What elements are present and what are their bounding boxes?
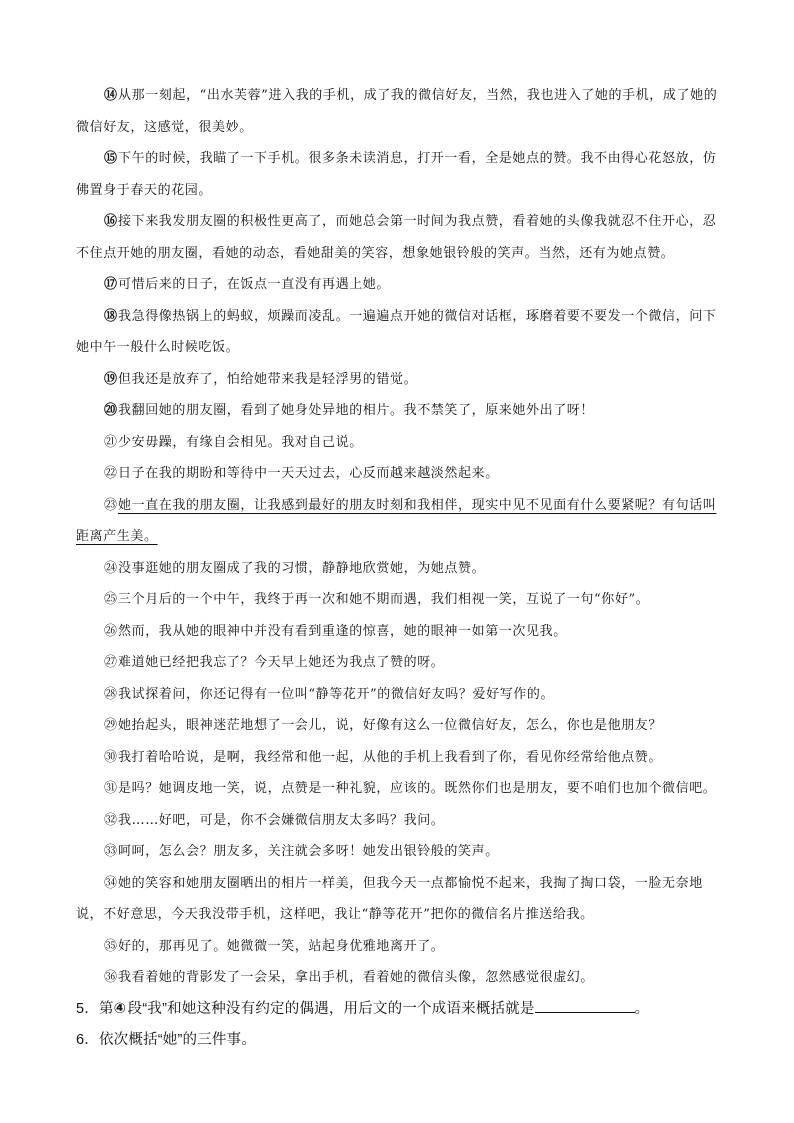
paragraph-text: 日子在我的期盼和等待中一天天过去，心反而越来越淡然起来。 <box>118 466 499 481</box>
paragraph-number: ㉟ <box>104 938 118 954</box>
paragraph-number: ㉛ <box>104 781 118 796</box>
paragraph-number: ㊱ <box>104 970 118 985</box>
paragraph-text: 我试探着问，你还记得有一位叫“静等花开”的微信好友吗？爱好写作的。 <box>118 686 555 702</box>
paragraph-text: 然而，我从她的眼神中并没有看到重逢的惊喜，她的眼神一如第一次见我。 <box>118 623 567 639</box>
question-5-text: 段“我”和她这种没有约定的偶遇，用后文的一个成语来概括就是 <box>127 1000 535 1017</box>
paragraph-number: ㉝ <box>104 844 118 859</box>
paragraph <box>76 616 720 648</box>
question-5-paragraph-ref: ④ <box>113 1000 127 1017</box>
paragraph-text: 她的笑容和她朋友圈晒出的相片一样美，但我今天一点都愉悦不起来，我掏了掏口袋，一脸无奈地说，不好意思，今天我没带手机，这样吧，我让“静等花开”把你的微信名片推送给我。 <box>76 875 703 922</box>
paragraph-text: 我打着哈哈说，是啊，我经常和他一起，从他的手机上我看到了你，看见你经常给他点赞。 <box>118 749 663 765</box>
paragraph-number: ⑰ <box>104 277 118 292</box>
paragraph-number: ㉞ <box>104 875 118 891</box>
paragraph-number: ㉙ <box>104 718 118 733</box>
paragraph <box>76 427 720 459</box>
paragraph <box>76 742 720 774</box>
paragraph <box>76 269 720 301</box>
paragraph <box>76 647 720 679</box>
paragraph <box>76 868 720 931</box>
paragraph-number: ㉔ <box>104 560 118 576</box>
paragraph <box>76 584 720 616</box>
paragraph <box>76 301 720 364</box>
paragraph-number: ㉘ <box>104 686 118 702</box>
paragraph-text: 我……好吧，可是，你不会嫌微信朋友太多吗？我问。 <box>118 812 445 828</box>
paragraph-number: ㉓ <box>104 497 118 513</box>
paragraph <box>76 773 720 805</box>
paragraph-text: 但我还是放弃了，怕给她带来我是轻浮男的错觉。 <box>118 371 418 387</box>
paragraph-number: ⑱ <box>104 308 118 324</box>
paragraph-text: 我看着她的背影发了一会呆，拿出手机，看着她的微信头像，忽然感觉很虚幻。 <box>118 970 595 985</box>
paragraph-text: 接下来我发朋友圈的积极性更高了，而她总会第一时间为我点赞，看着她的头像我就忍不住开心，忍不住点开她的朋友圈，看她的动态，看她甜美的笑容，想象她银铃般的笑声。当然，还有为她点赞。 <box>76 214 717 261</box>
paragraph-text: 呵呵，怎么会？朋友多，关注就会多呀！她发出银铃般的笑声。 <box>118 844 499 859</box>
paragraph <box>76 458 720 490</box>
paragraph-text: 可惜后来的日子，在饭点一直没有再遇上她。 <box>118 277 391 292</box>
paragraph <box>76 931 720 963</box>
paragraph-number: ㉗ <box>104 655 118 670</box>
paragraph-text: 是吗？她调皮地一笑，说，点赞是一种礼貌，应该的。既然你们也是朋友，要不咱们也加个微信吧。 <box>118 781 717 796</box>
paragraph <box>76 395 720 427</box>
question-6: 6．依次概括“她”的三件事。 <box>76 1031 257 1048</box>
paragraph <box>76 962 720 994</box>
paragraph <box>76 553 720 585</box>
paragraph-number: ⑳ <box>104 403 118 418</box>
question-5 <box>76 994 720 1025</box>
question-5-prefix: 5．第 <box>76 1000 114 1017</box>
paragraph-number: ㉚ <box>104 749 118 765</box>
question-5-suffix: 。 <box>634 1000 650 1017</box>
paragraph-text: 从那一刻起，“出水芙蓉”进入我的手机，成了我的微信好友，当然，我也进入了她的手机，成了她的微信好友，这感觉，很美妙。 <box>76 88 718 135</box>
paragraph-text: 我急得像热锅上的蚂蚁，烦躁而凌乱。一遍遍点开她的微信对话框，琢磨着要不要发一个微信，问下她中午一般什么时候吃饭。 <box>76 308 717 355</box>
paragraph-text: 少安毋躁，有缘自会相见。我对自己说。 <box>118 434 363 450</box>
answer-blank[interactable] <box>535 998 635 1013</box>
paragraph-text: 我翻回她的朋友圈，看到了她身处异地的相片。我不禁笑了，原来她外出了呀！ <box>118 403 595 418</box>
paragraph-number: ㉜ <box>104 812 118 828</box>
paragraph <box>76 364 720 396</box>
paragraph-number: ㉖ <box>104 623 118 639</box>
paragraph <box>76 805 720 837</box>
paragraph-text: 没事逛她的朋友圈成了我的习惯，静静地欣赏她，为她点赞。 <box>118 560 486 576</box>
paragraph-text: 下午的时候，我瞄了一下手机。很多条未读消息，打开一看，全是她点的赞。我不由得心花怒放，仿佛置身于春天的花园。 <box>76 151 717 198</box>
paragraph-number: ⑯ <box>104 214 118 229</box>
paragraph-number: ㉕ <box>104 592 118 607</box>
paragraph <box>76 490 720 553</box>
paragraph <box>76 710 720 742</box>
paragraph-text: 三个月后的一个中午，我终于再一次和她不期而遇，我们相视一笑，互说了一句“你好”。 <box>118 592 650 607</box>
paragraph <box>76 80 720 143</box>
paragraph-number: ⑭ <box>104 88 118 103</box>
paragraph <box>76 206 720 269</box>
paragraph-text: 她抬起头，眼神迷茫地想了一会儿，说，好像有这么一位微信好友，怎么，你也是他朋友？ <box>118 718 663 733</box>
paragraph <box>76 143 720 206</box>
paragraph-text: 她一直在我的朋友圈，让我感到最好的朋友时刻和我相伴，现实中见不见面有什么要紧呢？有句话叫距离产生美。 <box>76 497 717 544</box>
paragraph-text: 难道她已经把我忘了？今天早上她还为我点了赞的呀。 <box>118 655 445 670</box>
paragraph-number: ㉑ <box>104 434 118 450</box>
paragraph <box>76 836 720 868</box>
paragraph-number: ⑮ <box>104 151 118 166</box>
paragraph <box>76 679 720 711</box>
paragraph-number: ㉒ <box>104 466 118 481</box>
paragraph-number: ⑲ <box>104 371 118 387</box>
paragraph-text: 好的，那再见了。她微微一笑，站起身优雅地离开了。 <box>118 938 445 954</box>
story-body <box>0 80 794 994</box>
